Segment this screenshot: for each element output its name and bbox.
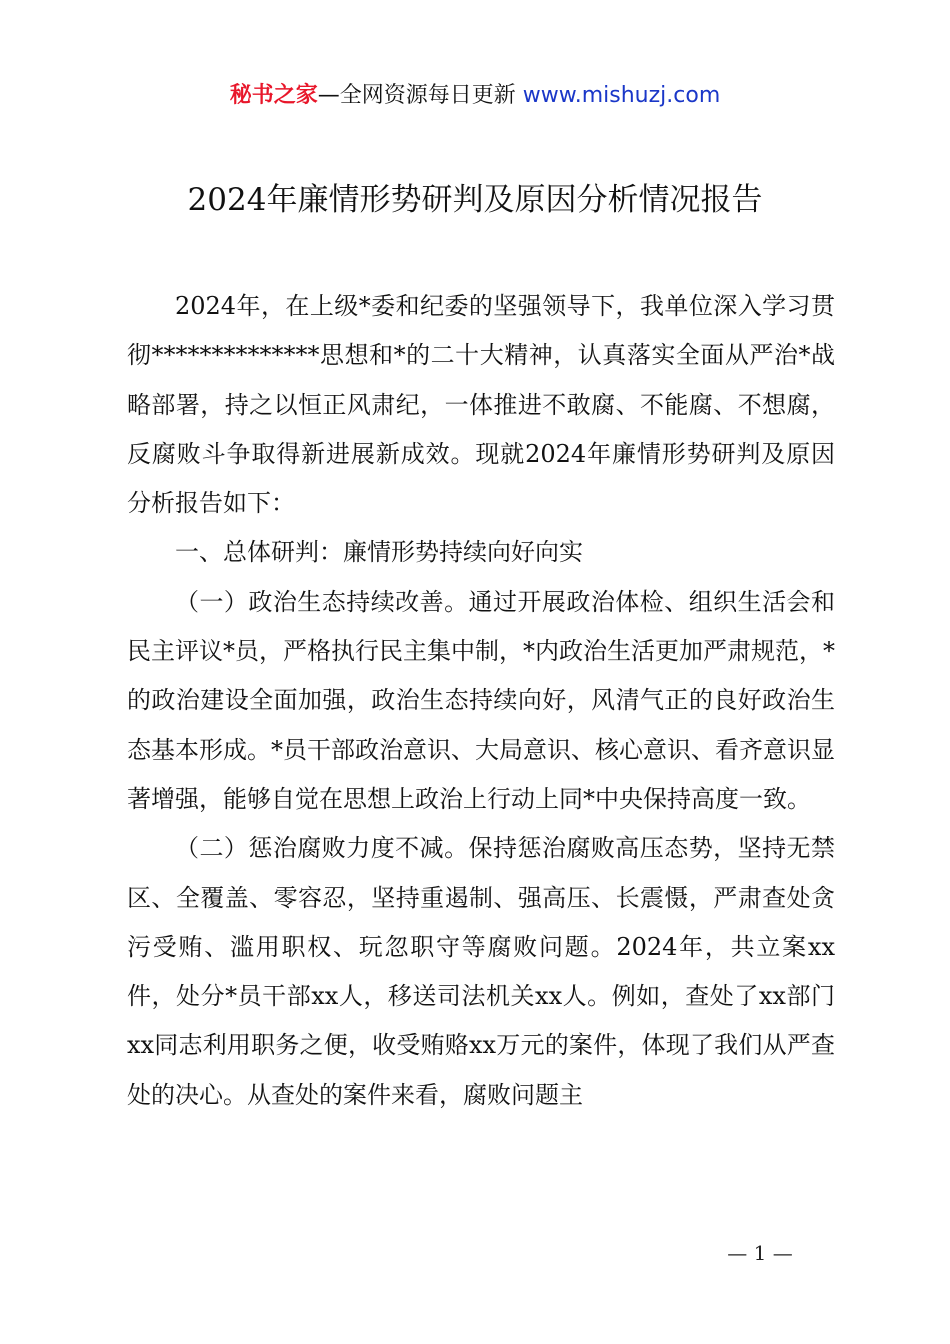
banner-tagline: —全网资源每日更新 [317, 83, 523, 108]
body-paragraph: （二）惩治腐败力度不减。保持惩治腐败高压态势，坚持无禁区、全覆盖、零容忍，坚持重遏制、强高压、长震慑，严肃查处贪污受贿、滥用职权、玩忽职守等腐败问题。2024年，共立案xx件，处分*员干部xx人，移送司法机关xx人。例如，查处了xx部门xx同志利用职务之便，收受贿赂xx万元的案件，体现了我们从严查处的决心。从查处的案件来看，腐败问题主 [127, 834, 835, 1109]
document-title: 2024年廉情形势研判及原因分析情况报告 [187, 182, 763, 218]
site-banner [0, 78, 950, 114]
intro-paragraph: 2024年，在上级*委和纪委的坚强领导下，我单位深入学习贯彻**************思想和*的二十大精神，认真落实全面从严治*战略部署，持之以恒正风肃纪，一体推进不敢腐、不能腐、不想腐，反腐败斗争取得新进展新成效。现就2024年廉情形势研判及原因分析报告如下： [127, 292, 835, 518]
page-number: — 1 — [727, 1241, 793, 1265]
brand-name: 秘书之家 [229, 83, 318, 108]
document-body [127, 282, 835, 1120]
banner-url[interactable]: www.mishuzj.com [522, 83, 721, 108]
section-heading: 一、总体研判：廉情形势持续向好向实 [175, 538, 583, 567]
body-paragraph: （一）政治生态持续改善。通过开展政治体检、组织生活会和民主评议*员，严格执行民主集中制，*内政治生活更加严肃规范，*的政治建设全面加强，政治生态持续向好，风清气正的良好政治生态基本形成。*员干部政治意识、大局意识、核心意识、看齐意识显著增强，能够自觉在思想上政治上行动上同*中央保持高度一致。 [127, 587, 835, 813]
